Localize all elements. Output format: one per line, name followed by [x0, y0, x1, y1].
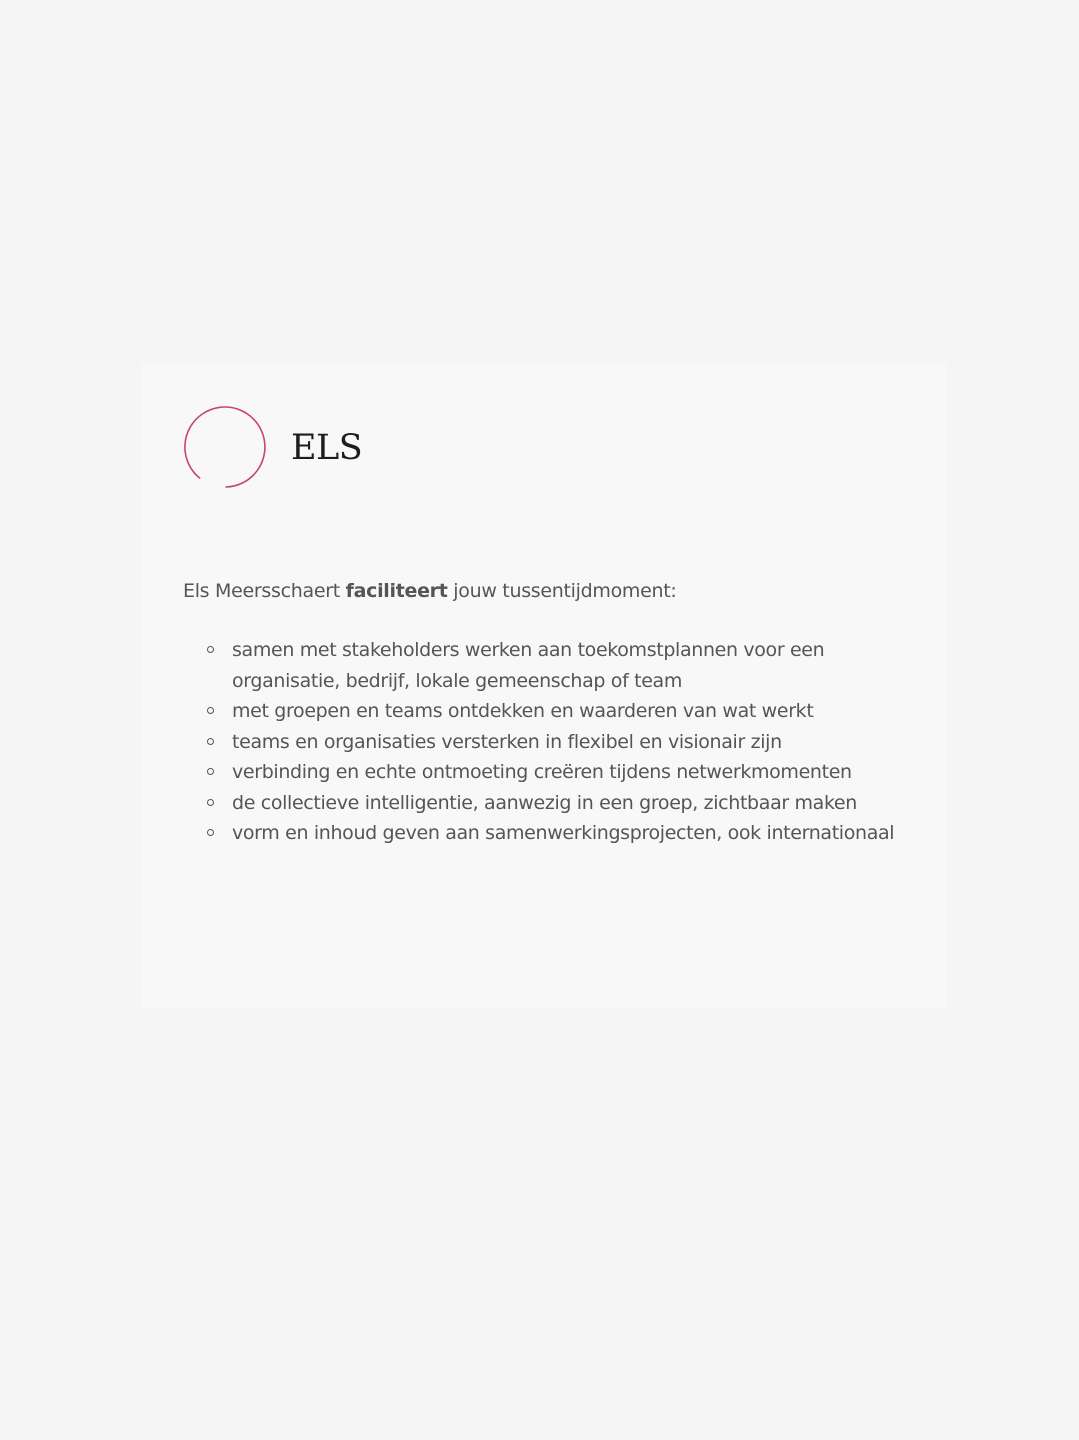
list-item-text: de collectieve intelligentie, aanwezig in een groep, zichtbaar maken: [232, 791, 857, 814]
profile-name-heading: ELS: [291, 428, 363, 468]
circle-bullet-icon: [207, 768, 214, 775]
circle-bullet-icon: [207, 829, 214, 836]
activities-list: [183, 635, 903, 849]
circle-bullet-icon: [207, 646, 214, 653]
circle-bullet-icon: [207, 799, 214, 806]
list-item: [183, 757, 903, 788]
intro-text: [183, 576, 677, 606]
list-item-text: teams en organisaties versterken in flexibel en visionair zijn: [232, 730, 782, 753]
intro-text-after: jouw tussentijdmoment:: [447, 580, 677, 602]
avatar-ring-icon: [183, 405, 269, 491]
list-item-text: verbinding en echte ontmoeting creëren tijdens netwerkmomenten: [232, 761, 852, 783]
list-item: [183, 635, 903, 696]
list-item-text: vorm en inhoud geven aan samenwerkingsprojecten, ook internationaal: [232, 822, 895, 844]
list-item-text: samen met stakeholders werken aan toekomstplannen voor een organisatie, bedrijf, lokale gemeenschap of team: [232, 639, 825, 692]
intro-text-emphasis: faciliteert: [345, 580, 448, 602]
list-item: [183, 818, 903, 849]
intro-text-before: Els Meersschaert: [183, 580, 346, 602]
avatar-ring-arc: [185, 407, 265, 487]
list-item: [183, 788, 903, 819]
circle-bullet-icon: [207, 707, 214, 714]
profile-card: [141, 364, 947, 1008]
circle-bullet-icon: [207, 738, 214, 745]
list-item-text: met groepen en teams ontdekken en waarderen van wat werkt: [232, 700, 814, 722]
list-item: [183, 696, 903, 727]
list-item: [183, 727, 903, 758]
